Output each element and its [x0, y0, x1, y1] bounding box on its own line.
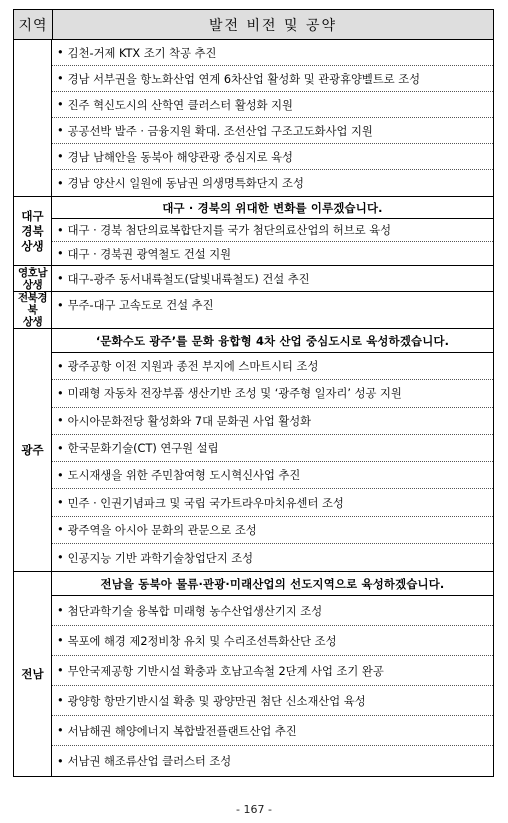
pledge-item	[52, 489, 493, 516]
bullet-icon: •	[57, 496, 64, 510]
bullet-icon: •	[57, 414, 64, 428]
pledge-text: 대구 · 경북 첨단의료복합단지를 국가 첨단의료산업의 허브로 육성	[67, 224, 392, 237]
pledge-text: 민주 · 인권기념파크 및 국립 국가트라우마치유센터 조성	[67, 496, 344, 510]
bullet-icon: •	[57, 46, 64, 59]
table-header	[14, 10, 493, 40]
pledge-text: 서남해권 해양에너지 복합발전플랜트산업 추진	[67, 724, 297, 738]
bullet-icon: •	[57, 124, 64, 137]
bullet-icon: •	[57, 724, 64, 738]
bullet-icon: •	[57, 551, 64, 565]
pledge-item	[52, 716, 493, 746]
pledge-item	[52, 266, 493, 291]
section-headline: ‘문화수도 광주’를 문화 융합형 4차 산업 중심도시로 육성하겠습니다.	[52, 329, 493, 353]
region-name: 전남	[21, 666, 44, 681]
pledge-item	[52, 462, 493, 489]
pledge-text: 첨단과학기술 융복합 미래형 농수산업생산기지 조성	[67, 604, 323, 618]
bullet-icon: •	[57, 98, 64, 111]
pledge-item	[52, 626, 493, 656]
section-body	[52, 329, 493, 571]
bullet-icon: •	[57, 272, 64, 285]
bullet-icon: •	[57, 468, 64, 482]
header-region: 지역	[14, 10, 53, 39]
bullet-icon: •	[57, 664, 64, 678]
region-label	[14, 197, 52, 265]
bullet-icon: •	[57, 223, 64, 237]
bullet-icon: •	[57, 604, 64, 618]
pledge-item	[52, 170, 493, 196]
pledge-text: 미래형 자동차 전장부품 생산기반 조성 및 ‘광주형 일자리’ 성공 지원	[67, 387, 402, 401]
region-section	[14, 291, 493, 328]
pledge-text: 광양항 항만기반시설 확충 및 광양만권 첨단 신소재산업 육성	[67, 694, 366, 708]
pledge-item	[52, 40, 493, 66]
pledge-text: 목포에 해경 제2정비창 유치 및 수리조선특화산단 조성	[67, 634, 337, 648]
pledge-item	[52, 746, 493, 776]
region-label	[14, 572, 52, 776]
region-section	[14, 40, 493, 196]
pledge-item	[52, 144, 493, 170]
pledge-text: 경남 서부권을 항노화산업 연계 6차산업 활성화 및 관광휴양벨트로 조성	[67, 72, 421, 86]
pledge-text: 인공지능 기반 과학기술창업단지 조성	[67, 551, 254, 565]
pledge-text: 아시아문화전당 활성화와 7대 문화권 사업 활성화	[67, 414, 312, 428]
section-headline: 전남을 동북아 물류·관광·미래산업의 선도지역으로 육성하겠습니다.	[52, 572, 493, 596]
bullet-icon: •	[57, 694, 64, 708]
section-body	[52, 197, 493, 265]
pledge-text: 무안국제공항 기반시설 확충과 호남고속철 2단계 사업 조기 완공	[67, 664, 384, 678]
pledge-item	[52, 92, 493, 118]
bullet-icon: •	[57, 298, 64, 312]
region-name: 대구 경북 상생	[21, 208, 44, 253]
region-name: 영호남 상생	[18, 266, 47, 291]
section-body	[52, 266, 493, 291]
pledge-item	[52, 242, 493, 265]
pledge-text: 공공선박 발주 · 금융지원 확대. 조선산업 구조고도화사업 지원	[67, 124, 373, 138]
bullet-icon: •	[57, 441, 64, 455]
pledge-item	[52, 656, 493, 686]
section-body	[52, 40, 493, 196]
bullet-icon: •	[57, 359, 64, 373]
pledge-item	[52, 66, 493, 92]
bullet-icon: •	[57, 150, 64, 163]
pledge-text: 서남권 해조류산업 클러스터 조성	[67, 755, 232, 769]
region-section	[14, 328, 493, 571]
section-body	[52, 292, 493, 328]
bullet-icon: •	[57, 247, 64, 260]
pledge-text: 광주공항 이전 지원과 종전 부지에 스마트시티 조성	[67, 360, 319, 374]
region-label	[14, 266, 52, 291]
pledge-item	[52, 408, 493, 435]
pledge-item	[52, 517, 493, 544]
bullet-icon: •	[57, 754, 64, 768]
region-section	[14, 196, 493, 265]
bullet-icon: •	[57, 634, 64, 648]
table-body	[14, 40, 493, 776]
pledge-item	[52, 435, 493, 462]
pledge-item	[52, 353, 493, 380]
header-vision: 발전 비전 및 공약	[208, 17, 338, 34]
pledge-item	[52, 596, 493, 626]
bullet-icon: •	[57, 386, 64, 400]
pledge-text: 대구-광주 동서내륙철도(달빛내륙철도) 건설 추진	[67, 272, 310, 286]
bullet-icon: •	[57, 72, 64, 85]
pledge-text: 경남 남해안을 동북아 해양관광 중심지로 육성	[67, 150, 293, 164]
pledge-item	[52, 686, 493, 716]
pledge-text: 무주-대구 고속도로 건설 추진	[67, 299, 214, 312]
pledge-text: 경남 양산시 일원에 동남권 의생명특화단지 조성	[67, 177, 304, 190]
region-label	[14, 329, 52, 571]
pledge-item	[52, 292, 493, 318]
pledge-text: 도시재생을 위한 주민참여형 도시혁신사업 추진	[67, 469, 301, 483]
pledge-table	[13, 9, 494, 777]
region-section	[14, 265, 493, 291]
pledge-item	[52, 219, 493, 242]
pledge-text: 한국문화기술(CT) 연구원 설립	[67, 442, 219, 456]
pledge-text: 광주역을 아시아 문화의 관문으로 조성	[67, 523, 257, 537]
region-label	[14, 40, 52, 196]
bullet-icon: •	[57, 176, 64, 190]
pledge-text: 진주 혁신도시의 산학연 클러스터 활성화 지원	[67, 98, 293, 112]
section-headline: 대구 · 경북의 위대한 변화를 이루겠습니다.	[52, 197, 493, 219]
bullet-icon: •	[57, 523, 64, 537]
section-body	[52, 572, 493, 776]
region-name: 광주	[21, 442, 44, 457]
pledge-item	[52, 380, 493, 407]
region-label	[14, 292, 52, 328]
region-section	[14, 571, 493, 776]
pledge-item	[52, 118, 493, 144]
page-number: - 167 -	[236, 803, 272, 816]
pledge-text: 대구 · 경북권 광역철도 건설 지원	[67, 247, 232, 261]
region-name: 전북경북 상생	[18, 292, 47, 328]
pledge-text: 김천-거제 KTX 조기 착공 추진	[67, 46, 217, 60]
pledge-item	[52, 544, 493, 571]
